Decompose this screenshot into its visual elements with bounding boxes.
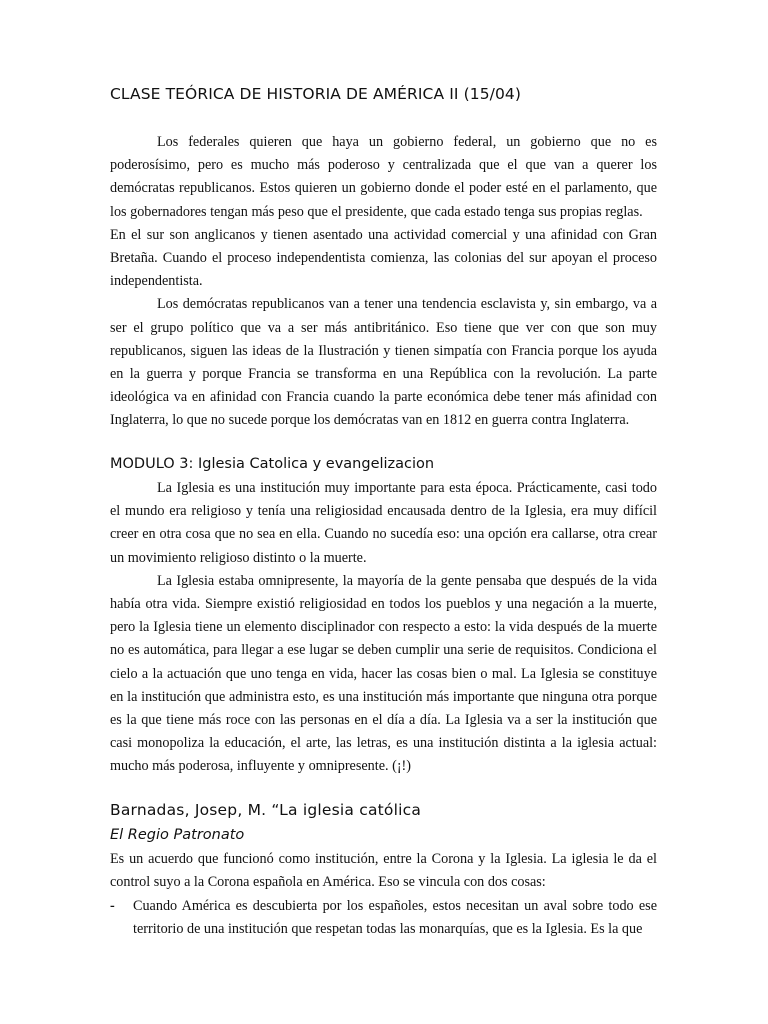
module-paragraph-1: La Iglesia es una institución muy importante para esta época. Prácticamente, casi todo el mundo era religioso y tenía una religiosidad encausada dentro de la Iglesia, era muy difícil creer en otra cosa que no sea en ella. Cuando no sucedía eso: una opción era callarse, otra crear un movimiento religioso distinto o la muerte. [110, 480, 657, 566]
reading-section [110, 848, 657, 894]
bullet-text: Cuando América es descubierta por los españoles, estos necesitan un aval sobre todo ese territorio de una institución que respetan todas las monarquías, que es la Iglesia. Es la que [133, 898, 657, 938]
page-title: CLASE TEÓRICA DE HISTORIA DE AMÉRICA II (15/04) [110, 85, 522, 103]
reading-paragraph-1: Es un acuerdo que funcionó como institución, entre la Corona y la Iglesia. La iglesia le da el control suyo a la Corona española en América. Eso se vincula con dos cosas: [110, 851, 657, 891]
bullet-item [110, 895, 657, 941]
module-section [110, 477, 657, 779]
module-heading: MODULO 3: Iglesia Catolica y evangelizacion [110, 456, 435, 472]
intro-paragraph-1: Los federales quieren que haya un gobierno federal, un gobierno que no es poderosísimo, pero es mucho más poderoso y centralizada que el que van a querer los demócratas republicanos. Estos quieren un gobierno donde el poder esté en el parlamento, que los gobernadores tengan más peso que el presidente, que cada estado tenga sus propias reglas. [110, 134, 657, 220]
intro-section [110, 131, 657, 433]
bullet-marker: - [110, 898, 115, 914]
module-paragraph-2: La Iglesia estaba omnipresente, la mayoría de la gente pensaba que después de la vida había otra vida. Siempre existió religiosidad en todos los pueblos y una negación a la muerte, pero la Iglesia tiene un elemento disciplinador con respecto a esto: la vida después de la muerte no es automática, para llegar a ese lugar se deben cumplir una serie de requisitos. Condiciona el cielo a la actuación que uno tenga en vida, hacer las cosas bien o mal. La Iglesia se constituye en la institución que administra esto, es una institución más importante que ninguna otra porque es la que tiene más roce con las personas en el día a día. La Iglesia va a ser la institución que casi monopoliza la educación, el arte, las letras, es una institución distinta a la iglesia actual: mucho más poderosa, influyente y omnipresente. (¡!) [110, 572, 657, 775]
reading-subheading: El Regio Patronato [110, 827, 245, 843]
reading-heading: Barnadas, Josep, M. “La iglesia católica [110, 801, 422, 819]
intro-paragraph-3: Los demócratas republicanos van a tener una tendencia esclavista y, sin embargo, va a ser el grupo político que va a ser más antibritánico. Eso tiene que ver con que son muy republicanos, siguen las ideas de la Ilustración y tienen simpatía con Francia porque los ayuda en la guerra y porque Francia se transforma en una República con la revolución. La parte ideológica va en afinidad con Francia cuando la parte económica debe tener más afinidad con Inglaterra, lo que no sucede porque los demócratas van en 1812 en guerra contra Inglaterra. [110, 296, 657, 429]
intro-paragraph-2: En el sur son anglicanos y tienen asentado una actividad comercial y una afinidad con Gran Bretaña. Cuando el proceso independentista comienza, las colonias del sur apoyan el proceso independentista. [110, 226, 657, 290]
